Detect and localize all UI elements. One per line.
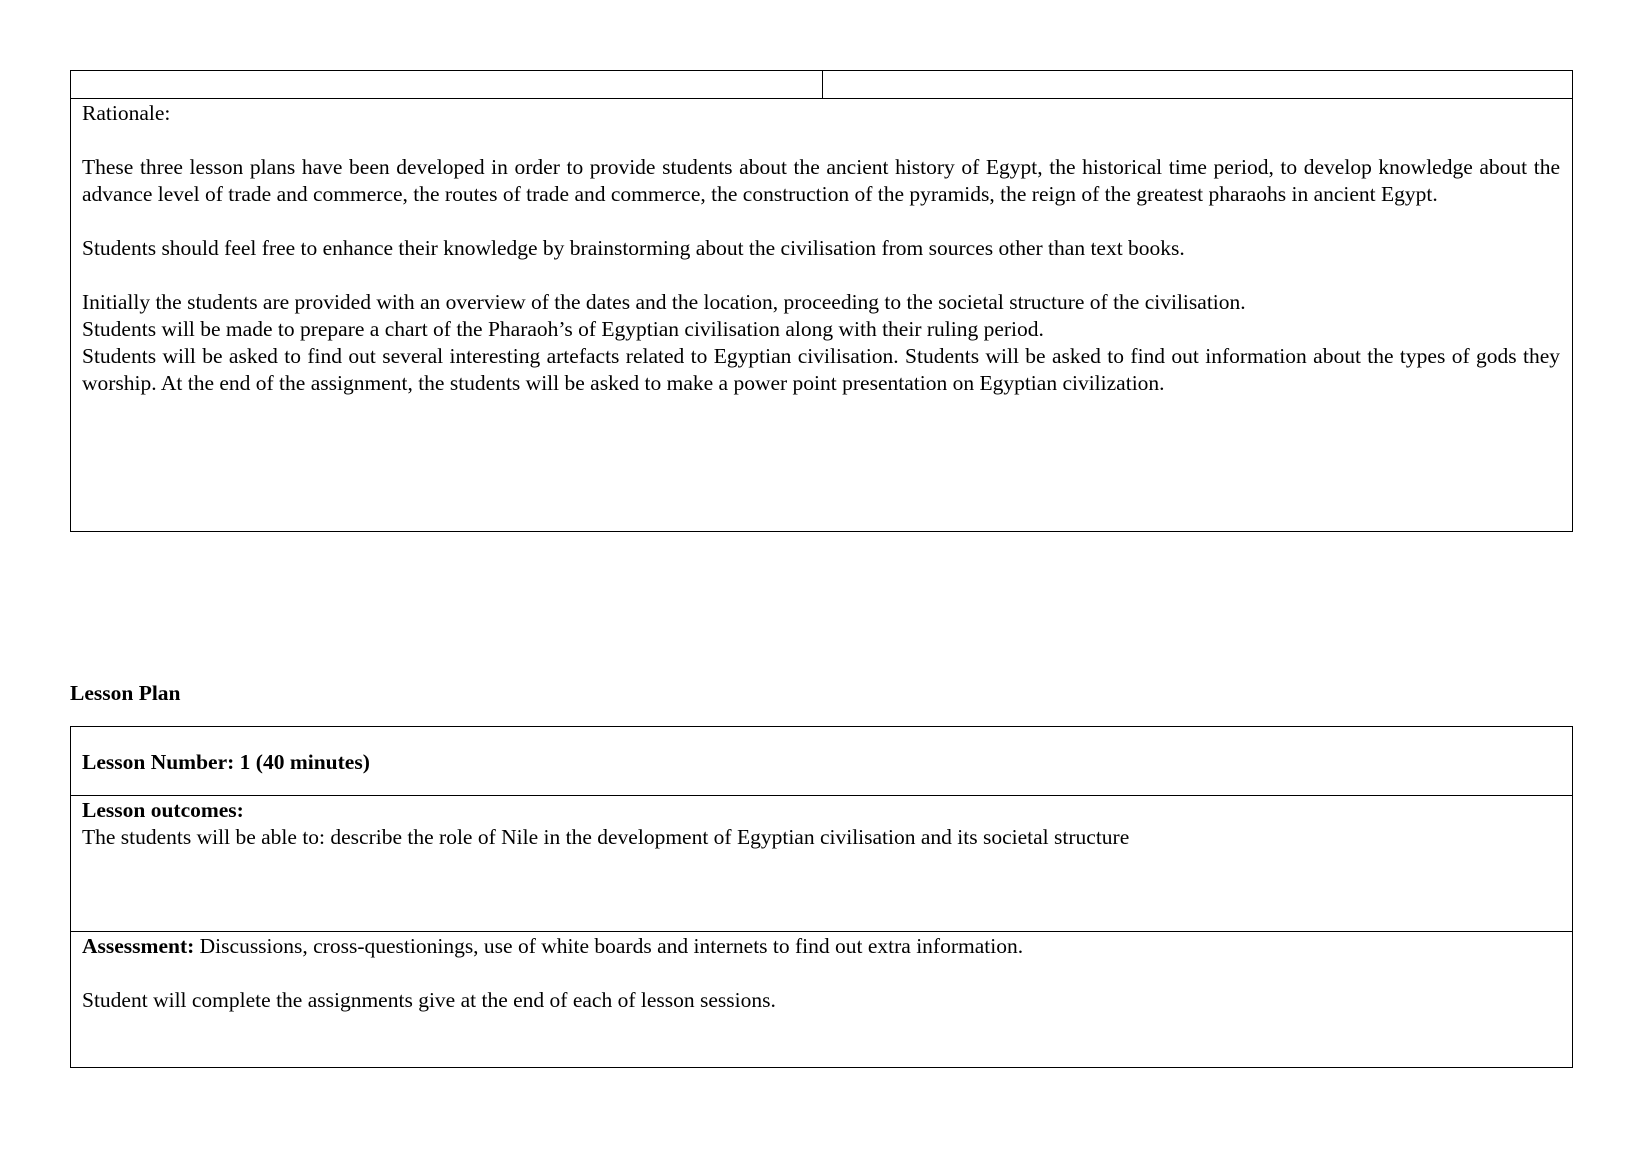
table-header-row (71, 71, 1572, 99)
header-cell-left (71, 71, 823, 98)
assessment-note: Student will complete the assignments give at the end of each of lesson sessions. (82, 988, 776, 1012)
header-cell-right (823, 71, 1572, 98)
lesson-plan-heading: Lesson Plan (70, 681, 181, 705)
lesson-plan-table (70, 726, 1573, 1068)
rationale-table (70, 70, 1573, 532)
rationale-cell (71, 99, 1572, 397)
rationale-paragraph-5: Students will be asked to find out several interesting artefacts related to Egyptian civilisation. Students will be asked to find out information about the types of gods they worship. At the end of the assignment, the students will be asked to make a power point presentation on Egyptian civilization. (82, 344, 1560, 395)
lesson-number-row (71, 727, 1572, 796)
lesson-number: Lesson Number: 1 (40 minutes) (82, 750, 370, 774)
rationale-paragraph-1: These three lesson plans have been developed in order to provide students about the ancient history of Egypt, the historical time period, to develop knowledge about the advance level of trade and commerce, the routes of trade and commerce, the construction of the pyramids, the reign of the greatest pharaohs in ancient Egypt. (82, 155, 1560, 206)
rationale-paragraph-3: Initially the students are provided with an overview of the dates and the location, proceeding to the societal structure of the civilisation. (82, 290, 1246, 314)
assessment-label: Assessment: (82, 934, 195, 958)
rationale-paragraph-2: Students should feel free to enhance their knowledge by brainstorming about the civilisation from sources other than text books. (82, 236, 1185, 260)
assessment-row (71, 932, 1572, 1067)
lesson-outcomes-label: Lesson outcomes: (82, 798, 244, 822)
assessment-line (82, 933, 1560, 960)
lesson-outcomes-text: The students will be able to: describe the role of Nile in the development of Egyptian civilisation and its societal structure (82, 825, 1130, 849)
lesson-outcomes-row (71, 796, 1572, 932)
rationale-paragraph-4: Students will be made to prepare a chart of the Pharaoh’s of Egyptian civilisation along with their ruling period. (82, 317, 1044, 341)
rationale-label: Rationale: (82, 101, 171, 125)
assessment-text: Discussions, cross-questionings, use of white boards and internets to find out extra information. (194, 934, 1024, 958)
